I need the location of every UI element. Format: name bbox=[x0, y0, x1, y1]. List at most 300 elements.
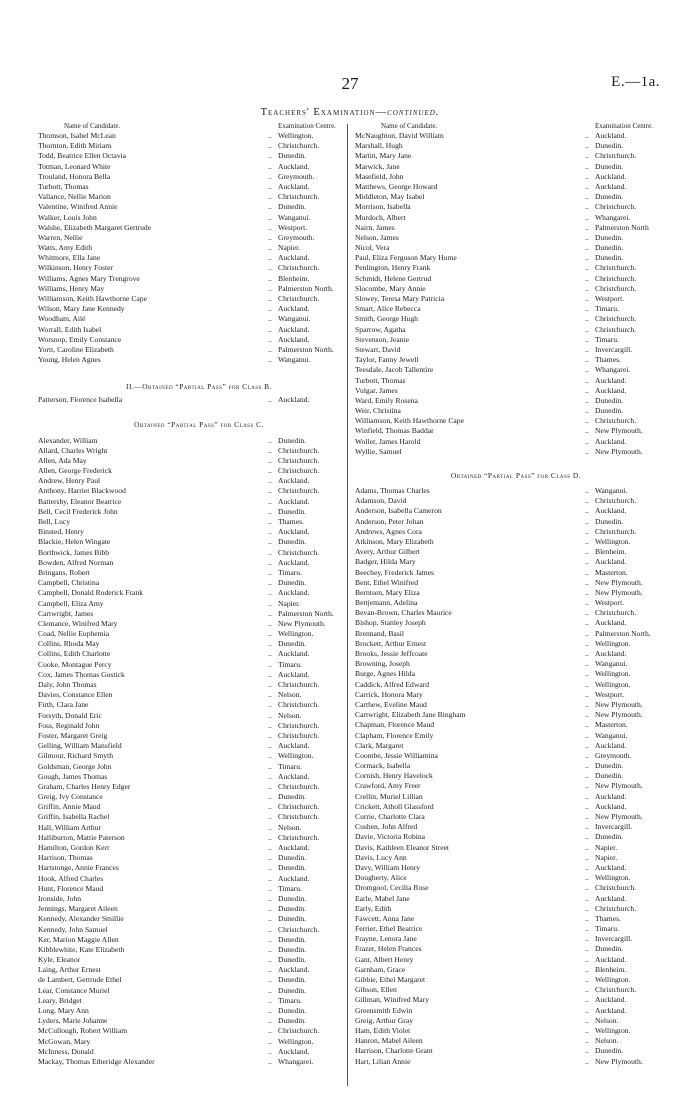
candidate-name: Fawcett, Anna Jane bbox=[355, 913, 415, 923]
list-item bbox=[355, 151, 677, 161]
leader-dots: .. bbox=[268, 131, 272, 140]
candidate-name: de Lambert, Gertrude Ethel bbox=[38, 975, 122, 985]
list-item bbox=[38, 325, 360, 335]
list-item bbox=[355, 547, 677, 557]
examination-centre: Wanganui. bbox=[595, 659, 628, 669]
examination-centre: Christchurch. bbox=[595, 324, 637, 334]
leader-dots: .. bbox=[268, 639, 272, 649]
examination-centre: Dunedin. bbox=[278, 914, 307, 924]
examination-centre: Auckland. bbox=[595, 171, 627, 181]
examination-centre: Auckland. bbox=[278, 527, 310, 537]
candidate-name: Binsted, Henry bbox=[38, 527, 84, 537]
list-item bbox=[355, 883, 677, 893]
leader-dots: .. bbox=[268, 344, 272, 354]
list-item bbox=[38, 1006, 360, 1016]
leader-dots: .. bbox=[268, 843, 272, 852]
candidate-name: Halliburton, Mattie Paterson bbox=[38, 832, 125, 842]
examination-centre: New Plymouth. bbox=[595, 587, 643, 597]
list-item bbox=[38, 578, 360, 588]
candidate-name: Early, Edith bbox=[355, 903, 392, 913]
candidate-name: Davie, Victoria Robina bbox=[355, 832, 426, 842]
list-item bbox=[38, 213, 360, 223]
leader-dots: .. bbox=[268, 680, 272, 689]
examination-centre: Auckland. bbox=[595, 954, 627, 964]
examination-centre: Dunedin. bbox=[278, 853, 307, 863]
list-item bbox=[38, 486, 360, 496]
examination-centre: Whangarei. bbox=[595, 212, 631, 222]
candidate-name: Berntsen, Mary Eliza bbox=[355, 587, 420, 597]
list-item bbox=[38, 284, 360, 294]
list-item bbox=[38, 925, 360, 935]
leader-dots: .. bbox=[585, 304, 589, 314]
list-item bbox=[355, 781, 677, 791]
candidate-name: Alexander, William bbox=[38, 435, 98, 445]
candidate-name: Hamilton, Gordon Kerr bbox=[38, 843, 110, 852]
examination-centre: Wanganui. bbox=[278, 355, 311, 365]
list-item bbox=[355, 304, 677, 314]
examination-centre: Nelson. bbox=[595, 1015, 619, 1025]
examination-centre: Christchurch. bbox=[278, 832, 320, 842]
examination-centre: New Plymouth. bbox=[595, 812, 643, 821]
leader-dots: .. bbox=[585, 365, 589, 375]
leader-dots: .. bbox=[585, 181, 589, 191]
examination-centre: Whangarei. bbox=[595, 365, 631, 375]
list-item bbox=[355, 527, 677, 537]
examination-centre: Auckland. bbox=[595, 557, 627, 567]
candidate-name: Kennedy, John Samuel bbox=[38, 924, 108, 934]
leader-dots: .. bbox=[268, 273, 272, 283]
candidate-name: Valentine, Winifred Annie bbox=[38, 202, 118, 212]
list-item bbox=[355, 1057, 677, 1067]
leader-dots: .. bbox=[585, 567, 589, 577]
list-item bbox=[355, 761, 677, 771]
candidate-name: Hall, William Arthur bbox=[38, 822, 102, 832]
examination-centre: Timaru. bbox=[278, 659, 302, 669]
candidate-name: Schmidt, Helene Gertrud bbox=[355, 273, 432, 283]
list-item bbox=[38, 833, 360, 843]
list-item bbox=[355, 243, 677, 253]
right-column bbox=[355, 121, 677, 1067]
candidate-name: Stevenson, Jeanie bbox=[355, 334, 409, 344]
candidate-name: Gilmour, Richard Smyth bbox=[38, 751, 113, 761]
candidate-name: Collins, Rhoda May bbox=[38, 639, 100, 649]
examination-centre: Dunedin. bbox=[595, 192, 624, 202]
list-item bbox=[38, 476, 360, 486]
list-item bbox=[355, 751, 677, 761]
left-column-header bbox=[38, 121, 360, 131]
examination-centre: Napier. bbox=[595, 852, 618, 862]
examination-centre: Auckland. bbox=[278, 476, 310, 486]
leader-dots: .. bbox=[268, 506, 272, 516]
examination-centre: Wellington. bbox=[278, 131, 314, 140]
candidate-name: Walshe, Elizabeth Margaret Gertrude bbox=[38, 222, 152, 232]
candidate-name: Martin, Mary Jane bbox=[355, 151, 412, 161]
candidate-name: Vallance, Nellie Marion bbox=[38, 192, 111, 202]
examination-centre: New Plymouth. bbox=[278, 618, 326, 628]
candidate-name: Cartwright, James bbox=[38, 608, 94, 618]
candidate-name: Bell, Lucy bbox=[38, 517, 71, 526]
candidate-name: Woodham, Ailé bbox=[38, 314, 86, 324]
list-item bbox=[355, 802, 677, 812]
leader-dots: .. bbox=[585, 649, 589, 658]
candidate-name: Cornish, Henry Havelock bbox=[355, 771, 433, 781]
list-item bbox=[355, 1026, 677, 1036]
examination-centre: Nelson. bbox=[278, 710, 302, 720]
candidate-name: Carrick, Honora Mary bbox=[355, 689, 423, 699]
leader-dots: .. bbox=[268, 486, 272, 496]
candidate-name: Wyllie, Samuel bbox=[355, 446, 402, 456]
list-item bbox=[355, 325, 677, 335]
candidate-name: Penlington, Henry Frank bbox=[355, 263, 431, 273]
list-item bbox=[38, 274, 360, 284]
list-item bbox=[355, 985, 677, 995]
examination-centre: Christchurch. bbox=[595, 883, 637, 893]
candidate-name: Masefield, John bbox=[355, 171, 404, 181]
examination-centre: Whangarei. bbox=[278, 1056, 314, 1066]
candidate-name: Goldsman, George John bbox=[38, 761, 112, 771]
candidate-name: Weir, Christina bbox=[355, 406, 401, 416]
list-item bbox=[38, 700, 360, 710]
leader-dots: .. bbox=[268, 792, 272, 802]
leader-dots: .. bbox=[268, 283, 272, 293]
examination-centre: Wellington. bbox=[595, 1025, 631, 1035]
candidate-name: Hartstonge, Annie Frances bbox=[38, 863, 119, 873]
candidate-name: Graham, Charles Henry Edger bbox=[38, 781, 131, 791]
candidate-name: Vulgar, James bbox=[355, 385, 398, 395]
section-title-class-b: II.—Obtained “Partial Pass” for Class B. bbox=[126, 382, 272, 392]
candidate-name: Frazer, Helen Frances bbox=[355, 944, 422, 954]
examination-centre: Wanganui. bbox=[595, 486, 628, 495]
list-item bbox=[355, 253, 677, 263]
leader-dots: .. bbox=[268, 629, 272, 639]
list-item bbox=[38, 456, 360, 466]
leader-dots: .. bbox=[268, 873, 272, 883]
page-code: E.—1a. bbox=[611, 74, 660, 90]
leader-dots: .. bbox=[268, 314, 272, 324]
leader-dots: .. bbox=[268, 669, 272, 679]
leader-dots: .. bbox=[268, 944, 272, 954]
leader-dots: .. bbox=[268, 588, 272, 598]
list-item bbox=[355, 396, 677, 406]
leader-dots: .. bbox=[585, 761, 589, 771]
leader-dots: .. bbox=[268, 965, 272, 975]
leader-dots: .. bbox=[268, 934, 272, 944]
candidate-name: Frayne, Lenora Jane bbox=[355, 934, 417, 944]
leader-dots: .. bbox=[585, 975, 589, 984]
candidate-name: Clemance, Winifred Mary bbox=[38, 618, 118, 628]
leader-dots: .. bbox=[268, 141, 272, 151]
list-item bbox=[355, 263, 677, 273]
examination-centre: Christchurch. bbox=[278, 730, 320, 740]
candidate-name: Battersby, Eleanor Beatrice bbox=[38, 496, 122, 506]
examination-centre: Dunedin. bbox=[278, 1016, 307, 1026]
examination-centre: Dunedin. bbox=[595, 253, 624, 263]
candidate-name: Worsnop, Emily Constance bbox=[38, 334, 122, 344]
examination-centre: Thames. bbox=[595, 355, 621, 365]
candidate-name: Brennand, Basil bbox=[355, 628, 404, 638]
candidate-name: Ironside, John bbox=[38, 893, 82, 903]
list-item bbox=[355, 853, 677, 863]
leader-dots: .. bbox=[268, 304, 272, 314]
examination-centre: Greymouth. bbox=[278, 171, 315, 181]
candidate-name: Davis, Kathleen Eleanor Street bbox=[355, 842, 450, 852]
candidate-name: Harrison, Thomas bbox=[38, 853, 93, 863]
candidate-name: Brooks, Jessie Jeffcoate bbox=[355, 649, 428, 658]
leader-dots: .. bbox=[268, 527, 272, 537]
leader-dots: .. bbox=[585, 385, 589, 395]
examination-centre: Wanganui. bbox=[595, 730, 628, 740]
examination-centre: Palmerston North. bbox=[278, 608, 334, 618]
list-item bbox=[355, 345, 677, 355]
name-column-heading: Name of Candidate. bbox=[64, 122, 121, 130]
list-item bbox=[355, 141, 677, 151]
examination-centre: Auckland. bbox=[278, 588, 310, 598]
list-item bbox=[38, 548, 360, 558]
candidate-name: Foster, Margaret Greig bbox=[38, 730, 108, 740]
examination-centre: Christchurch. bbox=[278, 924, 320, 934]
examination-centre: Thames. bbox=[278, 517, 304, 526]
leader-dots: .. bbox=[585, 903, 589, 913]
candidate-name: Middleton, May Isabel bbox=[355, 192, 425, 202]
candidate-name: Williamson, Keith Hawthorne Cape bbox=[38, 294, 147, 303]
candidate-name: Walker, Louis John bbox=[38, 212, 97, 222]
candidate-name: Todd, Beatrice Ellen Octavia bbox=[38, 151, 127, 161]
examination-centre: Wellington. bbox=[278, 1036, 314, 1046]
examination-centre: Christchurch. bbox=[278, 455, 320, 465]
candidate-name: Atkinson, Mary Elizabeth bbox=[355, 536, 434, 546]
examination-centre: Dunedin. bbox=[595, 944, 624, 954]
leader-dots: .. bbox=[268, 1036, 272, 1046]
examination-centre: Timaru. bbox=[595, 334, 619, 344]
leader-dots: .. bbox=[585, 294, 589, 303]
examination-centre: Christchurch. bbox=[595, 263, 637, 273]
leader-dots: .. bbox=[585, 913, 589, 923]
list-item bbox=[355, 437, 677, 447]
candidate-name: Foss, Reginald John bbox=[38, 720, 100, 730]
candidate-name: Campbell, Eliza Amy bbox=[38, 598, 104, 608]
leader-dots: .. bbox=[268, 496, 272, 506]
examination-centre: Christchurch. bbox=[595, 283, 637, 293]
list-item bbox=[38, 202, 360, 212]
list-item bbox=[38, 741, 360, 751]
candidate-name: Wilson, Mary Jane Kennedy bbox=[38, 304, 125, 314]
examination-centre: Dunedin. bbox=[278, 985, 307, 995]
leader-dots: .. bbox=[585, 924, 589, 934]
candidate-name: Kibblewhite, Kate Elizabeth bbox=[38, 944, 125, 954]
examination-centre: Auckland. bbox=[595, 1005, 627, 1015]
leader-dots: .. bbox=[585, 202, 589, 212]
list-item bbox=[355, 233, 677, 243]
candidate-name: Dromgool, Cecilia Rose bbox=[355, 883, 429, 893]
examination-centre: Auckland. bbox=[278, 669, 310, 679]
list-item bbox=[38, 588, 360, 598]
examination-centre: Wellington. bbox=[595, 638, 631, 648]
list-item bbox=[38, 599, 360, 609]
list-item bbox=[38, 731, 360, 741]
examination-centre: New Plymouth. bbox=[595, 710, 643, 720]
candidate-name: Bettjemann, Adelina bbox=[355, 598, 418, 608]
candidate-name: Anderson, Isabella Cameron bbox=[355, 506, 442, 516]
leader-dots: .. bbox=[585, 395, 589, 405]
list-item bbox=[38, 609, 360, 619]
examination-centre: Auckland. bbox=[278, 161, 310, 171]
examination-centre: Dunedin. bbox=[595, 161, 624, 171]
candidate-name: Greig, Arthur Gray bbox=[355, 1015, 413, 1025]
candidate-name: Crickett, Atholl Glassford bbox=[355, 801, 434, 811]
leader-dots: .. bbox=[268, 659, 272, 669]
examination-centre: Christchurch. bbox=[595, 151, 637, 161]
examination-centre: Dunedin. bbox=[278, 955, 307, 965]
examination-centre: Auckland. bbox=[595, 893, 627, 903]
examination-centre: Dunedin. bbox=[278, 151, 307, 161]
candidate-name: Ferrier, Ethel Beatrice bbox=[355, 924, 423, 934]
leader-dots: .. bbox=[268, 435, 272, 445]
section-title-class-c: Obtained “Partial Pass” for Class C. bbox=[134, 419, 264, 429]
candidate-name: Young, Helen Agnes bbox=[38, 355, 101, 365]
list-item bbox=[38, 527, 360, 537]
list-item bbox=[355, 731, 677, 741]
candidate-name: Ham, Edith Violet bbox=[355, 1025, 411, 1035]
examination-centre: Dunedin. bbox=[278, 863, 307, 873]
leader-dots: .. bbox=[268, 832, 272, 842]
examination-centre: Timaru. bbox=[278, 883, 302, 893]
examination-centre: Christchurch. bbox=[595, 985, 637, 995]
leader-dots: .. bbox=[585, 852, 589, 862]
candidate-name: Smith, George Hugh bbox=[355, 314, 418, 324]
leader-dots: .. bbox=[268, 690, 272, 700]
list-item bbox=[38, 802, 360, 812]
examination-centre: Christchurch. bbox=[595, 273, 637, 283]
examination-centre: Auckland. bbox=[278, 304, 310, 314]
list-item bbox=[38, 863, 360, 873]
candidate-name: Long, Mary Ann bbox=[38, 1006, 89, 1015]
right-column-header bbox=[355, 121, 677, 131]
candidate-name: Andrews, Agnes Cora bbox=[355, 526, 422, 536]
list-item bbox=[355, 741, 677, 751]
candidate-name: McCullough, Robert William bbox=[38, 1026, 128, 1036]
candidate-name: Nicol, Vera bbox=[355, 243, 390, 253]
examination-centre: Christchurch. bbox=[595, 314, 637, 324]
leader-dots: .. bbox=[268, 618, 272, 628]
examination-centre: Auckland. bbox=[595, 649, 627, 658]
examination-centre: Dunedin. bbox=[278, 506, 307, 516]
list-item bbox=[38, 436, 360, 446]
list-item bbox=[355, 904, 677, 914]
candidate-name: Davies, Constance Ellen bbox=[38, 690, 113, 700]
candidate-name: Teesdale, Jacob Tallentire bbox=[355, 365, 434, 375]
examination-centre: Napier. bbox=[278, 243, 301, 253]
leader-dots: .. bbox=[268, 294, 272, 303]
examination-centre: Auckland. bbox=[278, 181, 310, 191]
leader-dots: .. bbox=[585, 151, 589, 161]
list-item bbox=[355, 172, 677, 182]
section-title-class-d: Obtained “Partial Pass” for Class D. bbox=[450, 471, 582, 480]
examination-centre: Wellington. bbox=[595, 873, 631, 883]
leader-dots: .. bbox=[585, 577, 589, 587]
examination-centre: Auckland. bbox=[278, 253, 310, 263]
centre-column-heading: Examination Centre. bbox=[595, 122, 653, 130]
examination-centre: Blenheim. bbox=[595, 547, 627, 557]
list-item bbox=[38, 955, 360, 965]
leader-dots: .. bbox=[585, 536, 589, 546]
list-item bbox=[355, 578, 677, 588]
list-item bbox=[355, 335, 677, 345]
list-item bbox=[38, 721, 360, 731]
candidate-name: Badger, Hilda Mary bbox=[355, 557, 416, 567]
examination-centre: New Plymouth. bbox=[595, 577, 643, 587]
examination-centre: Christchurch. bbox=[278, 141, 320, 151]
candidate-name: Bell, Cecil Frederick John bbox=[38, 506, 118, 516]
examination-centre: Auckland. bbox=[595, 385, 627, 395]
examination-centre: Auckland. bbox=[278, 873, 310, 883]
leader-dots: .. bbox=[585, 283, 589, 293]
candidate-name: Bowden, Alfred Norman bbox=[38, 557, 114, 567]
examination-centre: Nelson. bbox=[595, 1036, 619, 1046]
examination-centre: Palmerston North. bbox=[278, 283, 334, 293]
list-item bbox=[355, 894, 677, 904]
list-item bbox=[38, 345, 360, 355]
candidate-name: Campbell, Donald Roderick Frank bbox=[38, 588, 144, 598]
examination-centre: Auckland. bbox=[595, 506, 627, 516]
candidate-name: Beechey, Frederick James bbox=[355, 567, 434, 577]
leader-dots: .. bbox=[585, 689, 589, 699]
leader-dots: .. bbox=[585, 212, 589, 222]
list-item bbox=[355, 294, 677, 304]
list-item bbox=[355, 496, 677, 506]
leader-dots: .. bbox=[585, 232, 589, 242]
candidate-name: Whitmore, Ella Jane bbox=[38, 253, 101, 263]
candidate-name: Leary, Bridget bbox=[38, 995, 82, 1005]
leader-dots: .. bbox=[268, 893, 272, 903]
candidate-name: Gough, James Thomas bbox=[38, 771, 108, 781]
leader-dots: .. bbox=[585, 699, 589, 709]
leader-dots: .. bbox=[585, 842, 589, 852]
candidate-name: Gant, Albert Henry bbox=[355, 954, 414, 964]
candidate-name: Stewart, David bbox=[355, 344, 401, 354]
examination-centre: Timaru. bbox=[595, 924, 619, 934]
candidate-name: Bringans, Robert bbox=[38, 567, 90, 577]
candidate-name: Bent, Ethel Winifred bbox=[355, 577, 419, 587]
candidate-name: Dougherty, Alice bbox=[355, 873, 407, 883]
leader-dots: .. bbox=[268, 202, 272, 212]
list-item bbox=[355, 680, 677, 690]
candidate-name: Caddick, Alfred Edward bbox=[355, 679, 430, 689]
list-item bbox=[355, 376, 677, 386]
leader-dots: .. bbox=[585, 883, 589, 893]
leader-dots: .. bbox=[585, 1015, 589, 1025]
leader-dots: .. bbox=[585, 324, 589, 334]
leader-dots: .. bbox=[585, 710, 589, 720]
list-item bbox=[38, 884, 360, 894]
examination-centre: Christchurch. bbox=[278, 720, 320, 730]
candidate-name: Ker, Marion Maggie Allen bbox=[38, 934, 119, 944]
candidate-name: Gibson, Ellen bbox=[355, 985, 397, 995]
examination-centre: Auckland. bbox=[595, 181, 627, 191]
candidate-name: Cooke, Montague Percy bbox=[38, 659, 112, 669]
list-item bbox=[355, 710, 677, 720]
examination-centre: Greymouth. bbox=[595, 750, 632, 760]
list-item bbox=[38, 253, 360, 263]
leader-dots: .. bbox=[268, 751, 272, 761]
leader-dots: .. bbox=[268, 1006, 272, 1015]
leader-dots: .. bbox=[268, 1016, 272, 1026]
examination-centre: Auckland. bbox=[595, 801, 627, 811]
examination-centre: Dunedin. bbox=[595, 395, 624, 405]
examination-centre: Invercargill. bbox=[595, 822, 633, 832]
list-item bbox=[38, 690, 360, 700]
candidate-name: Cormack, Isabella bbox=[355, 761, 411, 771]
list-item bbox=[355, 812, 677, 822]
